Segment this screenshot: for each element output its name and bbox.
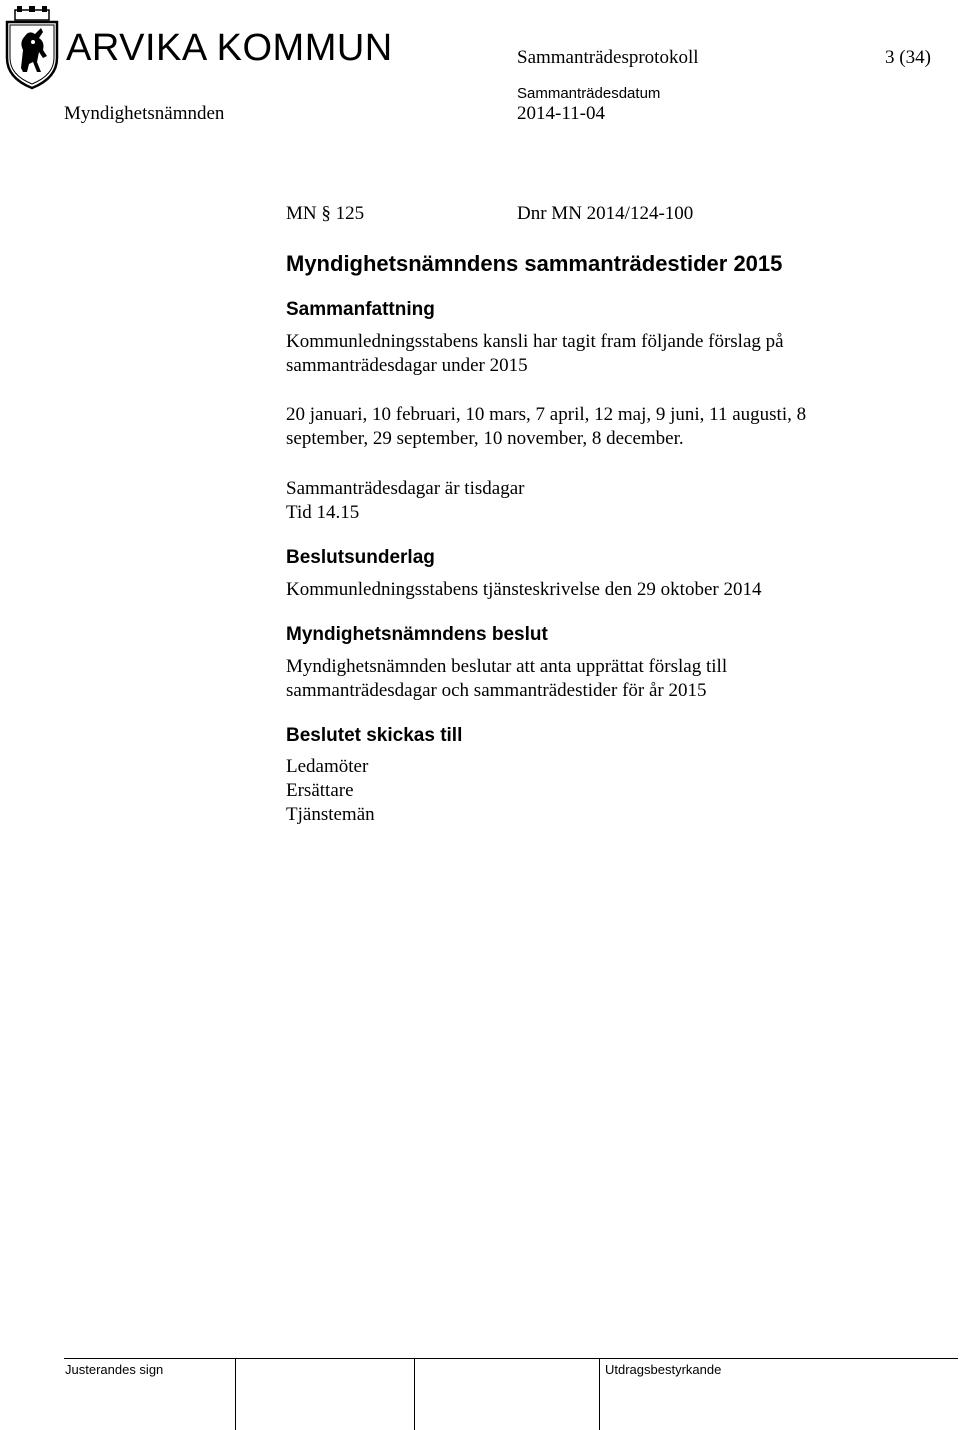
paragraph-number: MN § 125 [286,203,365,224]
municipal-crest-logo [3,6,61,90]
meeting-weekday: Sammanträdesdagar är tisdagar [286,478,525,499]
basis-text: Kommunledningsstabens tjänsteskrivelse den 29 oktober 2014 [286,579,762,600]
signature-label: Justerandes sign [65,1362,164,1377]
board-name: Myndighetsnämnden [64,103,225,124]
sent-to-heading: Beslutet skickas till [286,725,463,746]
decision-line: Myndighetsnämnden beslutar att anta upprättat förslag till [286,656,728,677]
recipient-item: Ersättare [286,780,354,801]
footer-divider [414,1358,415,1430]
excerpt-certification-label: Utdragsbestyrkande [605,1362,722,1377]
recipient-item: Tjänstemän [286,804,375,825]
summary-line: Kommunledningsstabens kansli har tagit fram följande förslag på [286,331,784,352]
basis-heading: Beslutsunderlag [286,547,435,568]
decision-line: sammanträdesdagar och sammanträdestider för år 2015 [286,680,707,701]
decision-heading: Myndighetsnämndens beslut [286,624,548,645]
summary-line: sammanträdesdagar under 2015 [286,355,528,376]
meeting-time: Tid 14.15 [286,502,360,523]
footer-top-line [64,1358,958,1359]
meeting-dates-line: 20 januari, 10 februari, 10 mars, 7 april, 12 maj, 9 juni, 11 augusti, 8 [286,404,807,425]
meeting-date: 2014-11-04 [517,103,605,124]
recipient-item: Ledamöter [286,756,369,777]
meeting-date-label: Sammanträdesdatum [517,85,661,102]
logo-wordmark: ARVIKA KOMMUN [66,27,393,69]
page-number: 3 (34) [885,47,931,68]
registration-number: Dnr MN 2014/124-100 [517,203,694,224]
footer-divider [599,1358,600,1430]
document-type: Sammanträdesprotokoll [517,47,699,68]
summary-heading: Sammanfattning [286,299,435,320]
item-title: Myndighetsnämndens sammanträdestider 2015 [286,251,783,276]
meeting-dates-line: september, 29 september, 10 november, 8 december. [286,428,684,449]
footer-divider [235,1358,236,1430]
